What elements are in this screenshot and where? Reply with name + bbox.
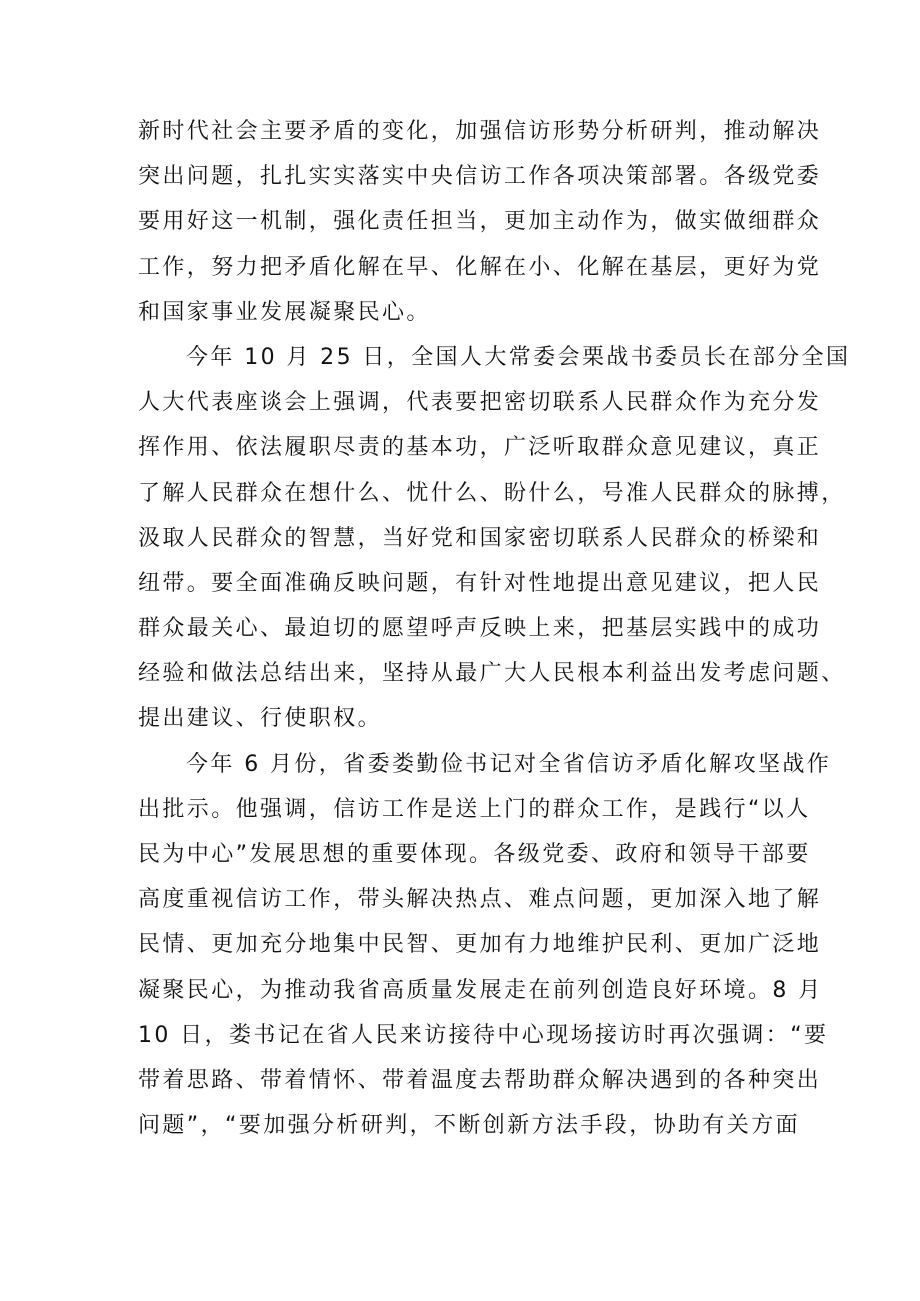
paragraph-line: 纽带。要全面准确反映问题，有针对性地提出意见建议，把人民 — [138, 570, 822, 596]
paragraph-line: 和国家事业发展凝聚民心。 — [138, 299, 431, 325]
paragraph-line: 高度重视信访工作，带头解决热点、难点问题，更加深入地了解 — [138, 887, 822, 913]
paragraph-line: 凝聚民心，为推动我省高质量发展走在前列创造良好环境。8 月 — [138, 977, 823, 1003]
paragraph-line: 了解人民群众在想什么、忧什么、盼什么，号准人民群众的脉搏， — [138, 480, 846, 506]
paragraph-line: 民情、更加充分地集中民智、更加有力地维护民利、更加广泛地 — [138, 932, 822, 958]
paragraph-line: 10 日，娄书记在省人民来访接待中心现场接访时再次强调：“要 — [138, 1022, 829, 1048]
paragraph-line: 民为中心”发展思想的重要体现。各级党委、政府和领导干部要 — [138, 842, 811, 867]
paragraph-line: 带着思路、带着情怀、带着温度去帮助群众解决遇到的各种突出 — [138, 1067, 822, 1093]
paragraph-line: 汲取人民群众的智慧，当好党和国家密切联系人民群众的桥梁和 — [138, 525, 822, 551]
paragraph-3 — [138, 742, 832, 1149]
paragraph-1 — [138, 109, 822, 335]
paragraph-line: 人大代表座谈会上强调，代表要把密切联系人民群众作为充分发 — [138, 390, 822, 416]
paragraph-line: 今年 10 月 25 日，全国人大常委会栗战书委员长在部分全国 — [186, 344, 851, 370]
paragraph-line: 问题”，“要加强分析研判，不断创新方法手段，协助有关方面 — [138, 1113, 800, 1139]
paragraph-line: 突出问题，扎扎实实落实中央信访工作各项决策部署。各级党委 — [138, 164, 822, 190]
paragraph-line: 要用好这一机制，强化责任担当，更加主动作为，做实做细群众 — [138, 209, 822, 235]
paragraph-line: 出批示。他强调，信访工作是送上门的群众工作，是践行“以人 — [138, 796, 811, 822]
paragraph-line: 新时代社会主要矛盾的变化，加强信访形势分析研判，推动解决 — [138, 119, 822, 144]
paragraph-line: 群众最关心、最迫切的愿望呼声反映上来，把基层实践中的成功 — [138, 616, 822, 642]
paragraph-line: 提出建议、行使职权。 — [138, 706, 383, 732]
paragraph-line: 工作，努力把矛盾化解在早、化解在小、化解在基层，更好为党 — [138, 254, 822, 280]
paragraph-2 — [138, 335, 851, 742]
paragraph-line: 挥作用、依法履职尽责的基本功，广泛听取群众意见建议，真正 — [138, 435, 822, 461]
body-text — [138, 109, 851, 1148]
paragraph-line: 今年 6 月份，省委娄勤俭书记对全省信访矛盾化解攻坚战作 — [186, 751, 832, 777]
paragraph-line: 经验和做法总结出来，坚持从最广大人民根本利益出发考虑问题、 — [138, 661, 846, 687]
